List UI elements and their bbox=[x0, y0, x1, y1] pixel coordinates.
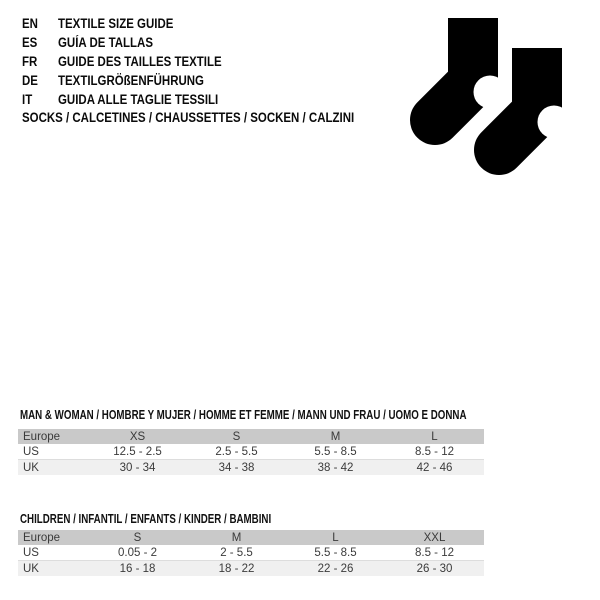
language-row-en bbox=[22, 14, 251, 33]
table-row-us bbox=[18, 545, 484, 560]
size-value: 42 - 46 bbox=[416, 461, 453, 474]
size-value: 22 - 26 bbox=[317, 562, 354, 575]
product-category-line bbox=[22, 110, 413, 125]
language-label: GUIDA ALLE TAGLIE TESSILI bbox=[58, 92, 219, 107]
size-value: 5.5 - 8.5 bbox=[314, 445, 357, 458]
size-value: 8.5 - 12 bbox=[415, 445, 454, 458]
size-value: 5.5 - 8.5 bbox=[314, 546, 357, 559]
size-value: 38 - 42 bbox=[317, 461, 354, 474]
size-value: 2.5 - 5.5 bbox=[215, 445, 258, 458]
socks-icon bbox=[403, 8, 565, 180]
language-row-de bbox=[22, 71, 251, 90]
column-header-size: M bbox=[231, 531, 242, 544]
language-label: GUIDE DES TAILLES TEXTILE bbox=[58, 54, 222, 69]
size-value: 0.05 - 2 bbox=[118, 546, 157, 559]
language-label: GUÍA DE TALLAS bbox=[58, 35, 153, 50]
column-header-size: XXL bbox=[423, 531, 446, 544]
column-header-size: XS bbox=[129, 430, 146, 443]
region-label: UK bbox=[23, 461, 39, 474]
table-title-text: CHILDREN / INFANTIL / ENFANTS / KINDER / BAMBINI bbox=[20, 512, 272, 526]
size-value: 16 - 18 bbox=[119, 562, 156, 575]
sock-left bbox=[435, 18, 507, 120]
table-row-us bbox=[18, 444, 484, 459]
column-header-europe: Europe bbox=[23, 430, 61, 443]
language-code: FR bbox=[22, 54, 38, 69]
table-header-row bbox=[18, 429, 484, 444]
column-header-size: S bbox=[133, 531, 142, 544]
size-value: 8.5 - 12 bbox=[415, 546, 454, 559]
language-label: TEXTILGRÖßENFÜHRUNG bbox=[58, 73, 204, 88]
region-label: US bbox=[23, 445, 39, 458]
language-code: DE bbox=[22, 73, 38, 88]
size-value: 18 - 22 bbox=[218, 562, 255, 575]
region-label: US bbox=[23, 546, 39, 559]
size-value: 26 - 30 bbox=[416, 562, 453, 575]
column-header-size: S bbox=[232, 430, 241, 443]
table-title-text: MAN & WOMAN / HOMBRE Y MUJER / HOMME ET FEMME / MANN UND FRAU / UOMO E DONNA bbox=[20, 408, 467, 422]
table-header-row bbox=[18, 530, 484, 545]
language-row-es bbox=[22, 33, 251, 52]
heel-hole bbox=[474, 76, 507, 109]
size-value: 2 - 5.5 bbox=[220, 546, 253, 559]
language-list bbox=[22, 14, 251, 109]
language-code: ES bbox=[22, 35, 38, 50]
column-header-europe: Europe bbox=[23, 531, 61, 544]
column-header-size: L bbox=[431, 430, 438, 443]
table-row-uk bbox=[18, 459, 484, 475]
size-value: 30 - 34 bbox=[119, 461, 156, 474]
language-code: EN bbox=[22, 16, 38, 31]
size-table-children bbox=[18, 530, 484, 576]
table-row-uk bbox=[18, 560, 484, 576]
table-title-man-woman bbox=[20, 409, 592, 422]
language-row-fr bbox=[22, 52, 251, 71]
sock-right bbox=[499, 48, 565, 150]
column-header-size: L bbox=[332, 531, 339, 544]
product-category-text: SOCKS / CALCETINES / CHAUSSETTES / SOCKEN / CALZINI bbox=[22, 109, 355, 125]
column-header-size: M bbox=[330, 430, 341, 443]
size-table-man-woman bbox=[18, 429, 484, 475]
language-row-it bbox=[22, 90, 251, 109]
region-label: UK bbox=[23, 562, 39, 575]
language-code: IT bbox=[22, 92, 33, 107]
table-title-children bbox=[20, 513, 342, 526]
language-label: TEXTILE SIZE GUIDE bbox=[58, 16, 174, 31]
size-value: 12.5 - 2.5 bbox=[113, 445, 162, 458]
size-value: 34 - 38 bbox=[218, 461, 255, 474]
